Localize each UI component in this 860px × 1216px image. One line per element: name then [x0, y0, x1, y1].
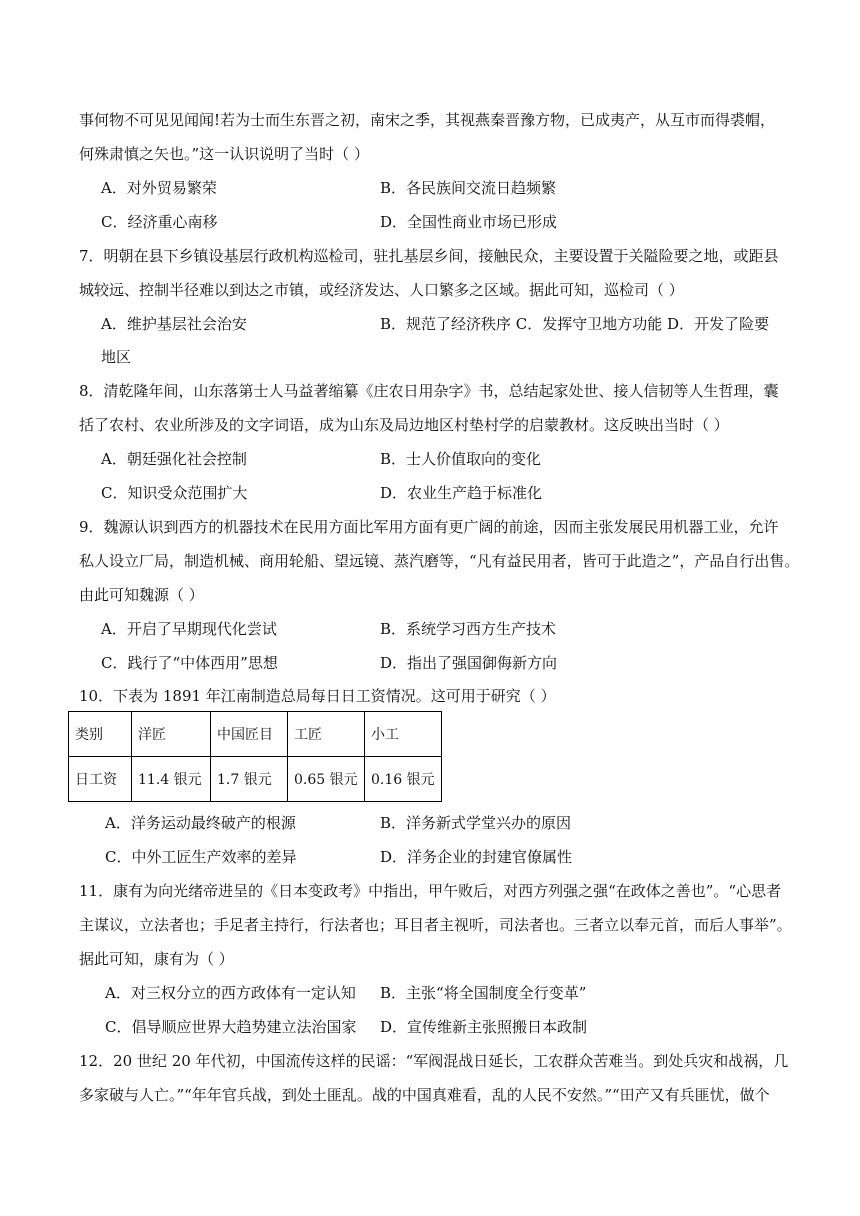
- q7-option-a: A．维护基层社会治安: [101, 315, 247, 333]
- q9-option-c: C．践行了“中体西用”思想: [101, 654, 278, 672]
- q6-stem-line-1: 事何物不可见见闻闻!若为士而生东晋之初，南宋之季，其视燕秦晋豫方物，已成夷产，从互市而得裘帽，: [79, 111, 776, 129]
- table-header-cell: 工匠: [288, 712, 365, 757]
- wage-table: [68, 711, 442, 802]
- q11-stem-line-2: 主谋议，立法者也；手足者主持行，行法者也；耳目者主视听，司法者也。三者立以奉元首，而后人事举”。: [79, 916, 792, 934]
- q7-option-d-tail: 地区: [101, 348, 132, 366]
- q10-option-c: C．中外工匠生产效率的差异: [105, 848, 297, 866]
- q10-option-a: A．洋务运动最终破产的根源: [105, 814, 296, 832]
- q9-stem-line-2: 私人设立厂局，制造机械、商用轮船、望远镜、蒸汽磨等，“凡有益民用者，皆可于此造之”，产品自行出售。: [79, 552, 800, 570]
- q7-stem-line-1: 7．明朝在县下乡镇设基层行政机构巡检司，驻扎基层乡间，接触民众，主要设置于关隘险要之地，或距县: [79, 247, 779, 265]
- q10-option-b: B．洋务新式学堂兴办的原因: [380, 814, 572, 832]
- q9-option-a: A．开启了早期现代化尝试: [101, 620, 277, 638]
- q8-option-a: A．朝廷强化社会控制: [101, 450, 247, 468]
- table-cell: 11.4 银元: [132, 757, 211, 802]
- q8-option-d: D．农业生产趋于标准化: [380, 484, 543, 502]
- q6-option-d: D．全国性商业市场已形成: [380, 213, 558, 231]
- q9-stem-line-3: 由此可知魏源（ ）: [79, 586, 204, 604]
- table-header-cell: 中国匠目: [211, 712, 288, 757]
- q6-option-a: A．对外贸易繁荣: [101, 179, 217, 197]
- q11-option-d: D．宣传维新主张照搬日本政制: [380, 1018, 588, 1036]
- q9-option-d: D．指出了强国御侮新方向: [380, 654, 558, 672]
- q9-stem-line-1: 9．魏源认识到西方的机器技术在民用方面比军用方面有更广阔的前途，因而主张发展民用机器工业，允许: [79, 518, 779, 536]
- q8-option-c: C．知识受众范围扩大: [101, 484, 248, 502]
- table-cell: 日工资: [69, 757, 132, 802]
- q11-option-a: A．对三权分立的西方政体有一定认知: [105, 984, 356, 1002]
- q8-stem-line-1: 8．清乾隆年间，山东落第士人马益著缩纂《庄农日用杂字》书，总结起家处世、接人信韧等人生哲理，囊: [79, 382, 779, 400]
- table-cell: 0.65 银元: [288, 757, 365, 802]
- q6-option-b: B．各民族间交流日趋频繁: [380, 179, 557, 197]
- table-header-row: [69, 712, 442, 757]
- table-header-cell: 洋匠: [132, 712, 211, 757]
- table-row: [69, 757, 442, 802]
- q12-stem-line-1: 12．20 世纪 20 年代初，中国流传这样的民谣：“军阀混战日延长，工农群众苦难当。到处兵灾和战祸，几: [79, 1052, 789, 1070]
- q6-stem-line-2: 何殊肃慎之矢也。”这一认识说明了当时（ ）: [79, 145, 369, 163]
- q11-option-b: B．主张“将全国制度全行变革”: [380, 984, 587, 1002]
- q11-stem-line-1: 11．康有为向光绪帝进呈的《日本变政考》中指出，甲午败后，对西方列强之强“在政体之善也”。“心思者: [79, 882, 782, 900]
- q11-option-c: C．倡导顺应世界大趋势建立法治国家: [105, 1018, 357, 1036]
- q9-option-b: B．系统学习西方生产技术: [380, 620, 557, 638]
- table-cell: 0.16 银元: [365, 757, 442, 802]
- q8-stem-line-2: 括了农村、农业所涉及的文字词语，成为山东及局边地区村垫村学的启蒙教材。这反映出当时（ ）: [79, 416, 729, 434]
- q7-stem-line-2: 城较远、控制半径难以到达之市镇，或经济发达、人口繁多之区域。据此可知，巡检司（ ）: [79, 281, 684, 299]
- q6-option-c: C．经济重心南移: [101, 213, 218, 231]
- q10-option-d: D．洋务企业的封建官僚属性: [380, 848, 573, 866]
- q12-stem-line-2: 多家破与人亡。”“年年官兵战，到处土匪乱。战的中国真难看，乱的人民不安然。”“田产又有兵匪忧，做个: [79, 1086, 770, 1104]
- q11-stem-line-3: 据此可知，康有为（ ）: [79, 950, 234, 968]
- q10-stem: 10．下表为 1891 年江南制造总局每日日工资情况。这可用于研究（ ）: [79, 687, 556, 705]
- table-cell: 1.7 银元: [211, 757, 288, 802]
- table-header-cell: 类别: [69, 712, 132, 757]
- q8-option-b: B．士人价值取向的变化: [380, 450, 542, 468]
- q7-options-bcd: B．规范了经济秩序 C．发挥守卫地方功能 D．开发了险要: [380, 315, 770, 333]
- table-header-cell: 小工: [365, 712, 442, 757]
